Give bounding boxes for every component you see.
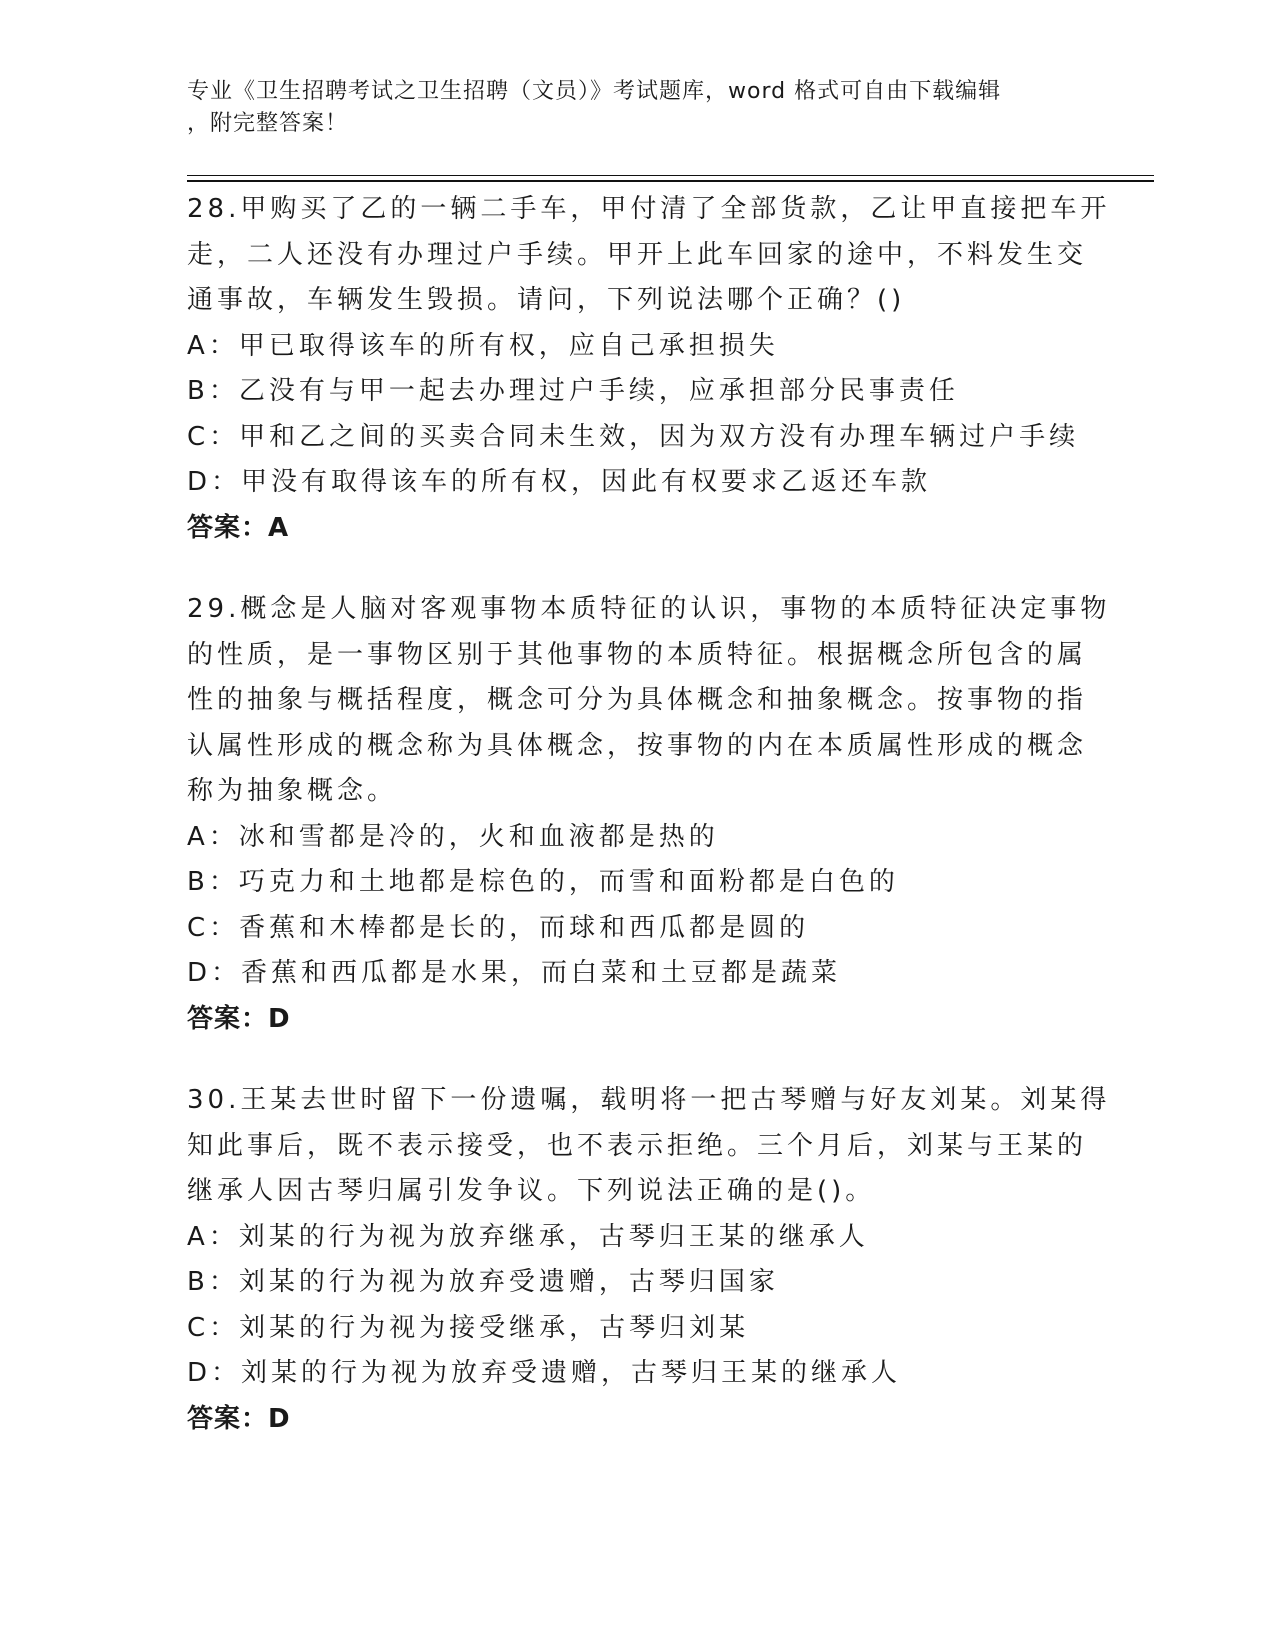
answer: 答案：D — [187, 1003, 291, 1034]
header-line-1: 专业《卫生招聘考试之卫生招聘（文员）》考试题库，word 格式可自由下载编辑 — [187, 79, 1002, 104]
answer: 答案：D — [187, 1403, 291, 1434]
question-stem-line: 通事故，车辆发生毁损。请问，下列说法哪个正确？() — [187, 285, 906, 315]
option-c: C：刘某的行为视为接受继承，古琴归刘某 — [187, 1312, 750, 1343]
question-stem-line: 称为抽象概念。 — [187, 776, 398, 806]
option-c: C：甲和乙之间的买卖合同未生效，因为双方没有办理车辆过户手续 — [187, 421, 1080, 452]
header-line-2: ，附完整答案！ — [187, 111, 349, 136]
option-b: B：巧克力和土地都是棕色的，而雪和面粉都是白色的 — [187, 867, 899, 897]
option-d: D：甲没有取得该车的所有权，因此有权要求乙返还车款 — [187, 467, 932, 497]
question-28 — [187, 187, 1111, 551]
question-stem-line: 继承人因古琴归属引发争议。下列说法正确的是()。 — [187, 1176, 876, 1206]
option-d: D：香蕉和西瓜都是水果，而白菜和土豆都是蔬菜 — [187, 958, 842, 988]
option-a: A：冰和雪都是冷的，火和血液都是热的 — [187, 821, 719, 852]
option-d: D：刘某的行为视为放弃受遗赠，古琴归王某的继承人 — [187, 1358, 902, 1388]
answer: 答案：A — [187, 512, 290, 543]
question-stem-line: 走，二人还没有办理过户手续。甲开上此车回家的途中，不料发生交 — [187, 239, 1088, 270]
option-b: B：刘某的行为视为放弃受遗赠，古琴归国家 — [187, 1267, 779, 1297]
question-stem-line: 30.王某去世时留下一份遗嘱，载明将一把古琴赠与好友刘某。刘某得 — [187, 1085, 1111, 1115]
question-stem-line: 的性质，是一事物区别于其他事物的本质特征。根据概念所包含的属 — [187, 639, 1088, 670]
option-c: C：香蕉和木棒都是长的，而球和西瓜都是圆的 — [187, 912, 810, 943]
option-a: A：甲已取得该车的所有权，应自己承担损失 — [187, 330, 779, 361]
header-divider-thick — [187, 180, 1154, 182]
question-stem-line: 认属性形成的概念称为具体概念，按事物的内在本质属性形成的概念 — [187, 730, 1088, 761]
question-29 — [187, 587, 1111, 1042]
document-header — [187, 76, 1067, 140]
header-divider-thin — [187, 175, 1154, 176]
option-b: B：乙没有与甲一起去办理过户手续，应承担部分民事责任 — [187, 376, 959, 406]
question-30 — [187, 1078, 1111, 1442]
question-stem-line: 29.概念是人脑对客观事物本质特征的认识，事物的本质特征决定事物 — [187, 594, 1111, 624]
option-a: A：刘某的行为视为放弃继承，古琴归王某的继承人 — [187, 1221, 869, 1252]
question-stem-line: 28.甲购买了乙的一辆二手车，甲付清了全部货款，乙让甲直接把车开 — [187, 194, 1111, 224]
question-stem-line: 性的抽象与概括程度，概念可分为具体概念和抽象概念。按事物的指 — [187, 685, 1088, 715]
question-stem-line: 知此事后，既不表示接受，也不表示拒绝。三个月后，刘某与王某的 — [187, 1130, 1088, 1161]
